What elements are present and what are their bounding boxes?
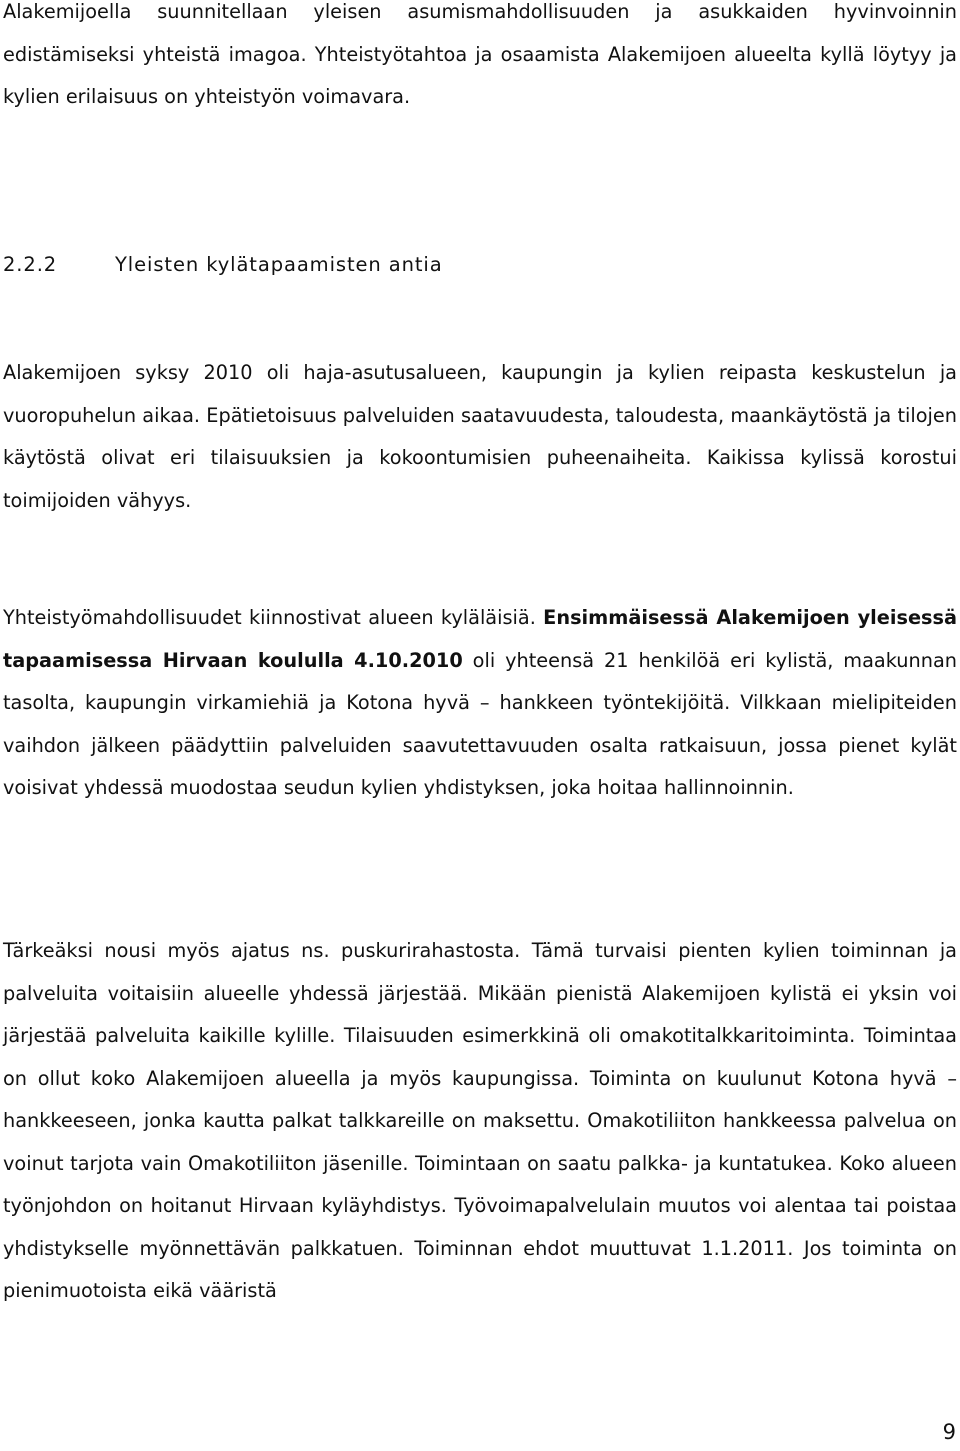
page-number: 9 — [942, 1420, 956, 1444]
paragraph-first-meeting-text-2: oli yhteensä 21 henkilöä eri kylistä, maakunnan tasolta, kaupungin virkamiehiä ja Kotona hyvä – hankkeen työntekijöitä. Vilkkaan mielipiteiden vaihdon jälkeen päädyttiin palveluiden saavutettavuuden osalta ratkaisuun, jossa pienet kylät voisivat yhdessä muodostaa seudun kylien yhdistyksen, joka hoitaa hallinnoinnin. — [3, 648, 957, 799]
section-number: 2.2.2 — [3, 253, 58, 276]
paragraph-first-meeting-bold: Ensimmäisessä Alakemijoen yleisessä tapaamisessa Hirvaan koululla 4.10.2010 — [3, 606, 957, 672]
paragraph-autumn-text: Alakemijoen syksy 2010 oli haja-asutusalueen, kaupungin ja kylien reipasta keskustelun ja vuoropuhelun aikaa. Epätietoisuus palveluiden saatavuudesta, taloudesta, maankäytöstä ja tilojen käytöstä olivat eri tilaisuuksien ja kokoontumisien puheenaiheita. Kaikissa kylissä korostui toimijoiden vähyys. — [3, 361, 957, 512]
paragraph-first-meeting — [3, 597, 957, 810]
paragraph-first-meeting-text-1: Yhteistyömahdollisuudet kiinnostivat alueen kyläläisiä. — [3, 606, 544, 629]
paragraph-autumn — [3, 352, 957, 522]
section-heading — [3, 248, 443, 282]
paragraph-intro-text: Alakemijoella suunnitellaan yleisen asumismahdollisuuden ja asukkaiden hyvinvoinnin edistämiseksi yhteistä imagoa. Yhteistyötahtoa ja osaamista Alakemijoen alueelta kyllä löytyy ja kylien erilaisuus on yhteistyön voimavara. — [3, 0, 957, 108]
section-title: Yleisten kylätapaamisten antia — [115, 253, 443, 276]
paragraph-buffer-fund-text: Tärkeäksi nousi myös ajatus ns. puskurirahastosta. Tämä turvaisi pienten kylien toiminnan ja palveluita voitaisiin alueelle yhdessä järjestää. Mikään pienistä Alakemijoen kylistä ei yksin voi järjestää palveluita kaikille kylille. Tilaisuuden esimerkkinä oli omakotitalkkaritoiminta. Toimintaa on ollut koko Alakemijoen alueella ja myös kaupungissa. Toiminta on kuulunut Kotona hyvä – hankkeeseen, jonka kautta palkat talkkareille on maksettu. Omakotiliiton hankkeessa palvelua on voinut tarjota vain Omakotiliiton jäsenille. Toimintaan on saatu palkka- ja kuntatukea. Koko alueen työnjohdon on hoitanut Hirvaan kyläyhdistys. Työvoimapalvelulain muutos voi alentaa tai poistaa yhdistykselle myönnettävän palkkatuen. Toiminnan ehdot muuttuvat 1.1.2011. Jos toiminta on pienimuotoista eikä vääristä — [3, 939, 957, 1302]
paragraph-buffer-fund — [3, 930, 957, 1313]
paragraph-intro — [3, 0, 957, 119]
